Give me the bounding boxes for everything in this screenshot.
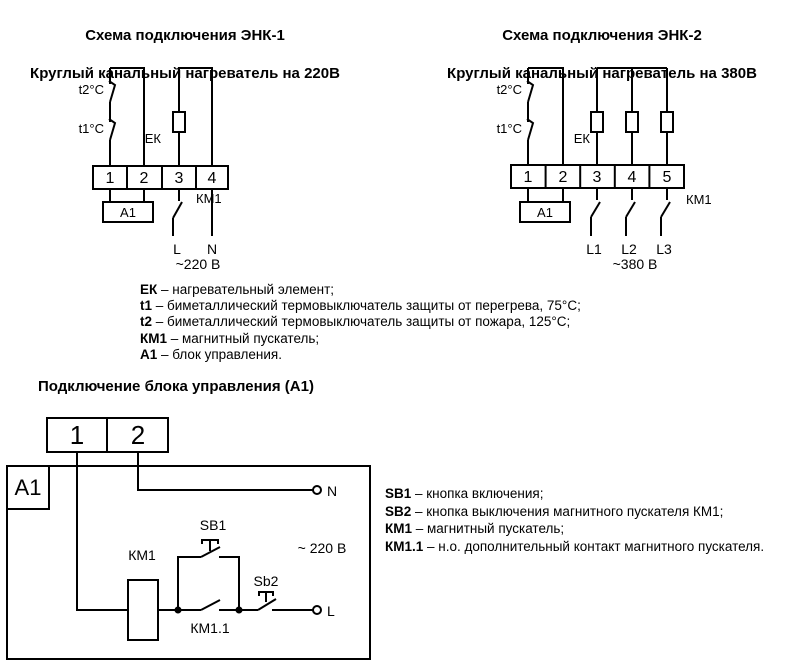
legend-item [140, 331, 581, 347]
terminal-3: 3 [174, 170, 184, 187]
km11-label: КМ1.1 [190, 620, 230, 636]
terminal-block [47, 418, 168, 452]
sb1-label: SB1 [199, 517, 227, 533]
legend-desc: – магнитный пускатель; [412, 521, 565, 536]
wire-terminal1 [77, 452, 128, 610]
legend-item [385, 520, 764, 538]
t2-label: t2°C [496, 82, 522, 97]
km1-coil-icon [128, 580, 158, 640]
diagram-control-unit [7, 418, 370, 659]
legend-item [385, 538, 764, 556]
legend-term: ЕК [140, 282, 158, 297]
terminal-4: 4 [627, 169, 637, 186]
a1-name-box [7, 466, 49, 509]
km1-label: КМ1 [196, 191, 222, 206]
diagram1-title [5, 7, 365, 102]
phase-l-label: L [327, 603, 335, 619]
legend-desc: – кнопка включения; [411, 486, 544, 501]
sb2-button [258, 592, 313, 610]
legend-term: КМ1.1 [385, 538, 424, 554]
heater-element-icon [661, 112, 673, 132]
terminal-1: 1 [105, 170, 115, 187]
terminal-3: 3 [592, 169, 602, 186]
a1-label: А1 [14, 475, 42, 500]
legend-desc: – нагревательный элемент; [157, 282, 335, 297]
terminal-5: 5 [662, 169, 672, 186]
a1-label: А1 [120, 205, 136, 220]
legend-term: SB1 [385, 486, 412, 501]
heater-element-icon [173, 112, 185, 132]
pushbutton-actuator-icon [259, 592, 273, 602]
t1-label: t1°C [78, 121, 104, 136]
legend-desc: – н.о. дополнительный контакт магнитного пускателя. [423, 538, 765, 554]
section-title: Подключение блока управления (А1) [38, 378, 314, 395]
km1-contacts [591, 188, 670, 236]
phase-l2-label: L2 [621, 241, 637, 257]
voltage-label: ~220 В [175, 256, 221, 272]
legend-item [385, 503, 764, 521]
t1-label: t1°C [496, 121, 522, 136]
legend-term: SB2 [385, 503, 412, 519]
legend-item [140, 298, 581, 314]
legend-item [140, 347, 581, 363]
neutral-n-label: N [206, 241, 218, 257]
n-terminal-icon [313, 486, 321, 494]
contact-blade-icon [626, 202, 635, 217]
sb2-label: Sb2 [253, 573, 279, 589]
control-unit-a1 [103, 189, 153, 222]
legend-desc: – блок управления. [157, 346, 282, 362]
neutral-n-label: N [327, 483, 338, 499]
thermal-switch-t1-icon [109, 119, 115, 140]
legend-desc: – кнопка выключения магнитного пускателя КМ1; [411, 503, 724, 519]
legend-desc: – магнитный пускатель; [167, 330, 320, 346]
phase-l-label: L [173, 241, 181, 257]
ek-label: ЕК [573, 131, 590, 146]
heater-element-icon [591, 112, 603, 132]
legend-item [385, 485, 764, 503]
legend-item [140, 282, 581, 298]
terminal-1: 1 [523, 169, 533, 186]
terminal-block [93, 166, 228, 189]
legend-item [140, 314, 581, 330]
km1-label: КМ1 [128, 547, 156, 563]
ek-label: ЕК [144, 131, 161, 146]
l-terminal-icon [313, 606, 321, 614]
wire-neutral [138, 452, 313, 490]
km11-contact-blade-icon [201, 600, 220, 610]
km1-label: КМ1 [686, 192, 712, 207]
control-unit-legend [385, 485, 764, 555]
terminal-2: 2 [558, 169, 568, 186]
km1-contact [173, 189, 182, 236]
legend-term: КМ1 [385, 521, 412, 536]
legend-desc: – биметаллический термовыключатель защиты от пожара, 125°С; [152, 314, 571, 330]
diagram2-title [417, 7, 787, 102]
contact-blade-icon [661, 202, 670, 217]
phase-l3-label: L3 [656, 241, 672, 257]
a1-enclosure [7, 466, 370, 659]
legend-term: КМ1 [140, 330, 167, 346]
diagram2-title-line2: Круглый канальный нагреватель на 380В [447, 65, 757, 82]
terminal-1: 1 [69, 420, 85, 450]
diagram1-title-line2: Круглый канальный нагреватель на 220В [30, 65, 340, 82]
legend-term: t2 [140, 314, 153, 330]
contact-blade-icon [173, 202, 182, 218]
t2-label: t2°C [78, 82, 104, 97]
thermal-switch-t1-icon [527, 119, 533, 140]
diagram1-title-line1: Схема подключения ЭНК-1 [85, 27, 285, 44]
contact-blade-icon [591, 202, 600, 217]
terminal-4: 4 [207, 170, 217, 187]
legend-desc: – биметаллический термовыключатель защиты от перегрева, 75°С; [152, 298, 581, 314]
terminal-block [511, 165, 684, 188]
components-legend [140, 282, 581, 363]
heater-element-icon [626, 112, 638, 132]
voltage-label: ~380 В [612, 256, 658, 272]
legend-term: А1 [140, 346, 158, 362]
a1-label: А1 [537, 205, 553, 220]
terminal-2: 2 [139, 170, 149, 187]
control-unit-a1 [520, 188, 570, 222]
diagram2-title-line1: Схема подключения ЭНК-2 [502, 27, 702, 44]
terminal-2: 2 [130, 420, 146, 450]
phase-l1-label: L1 [586, 241, 602, 257]
sb1-button [178, 540, 239, 610]
legend-term: t1 [140, 298, 153, 314]
voltage-label: ~ 220 В [297, 540, 347, 556]
